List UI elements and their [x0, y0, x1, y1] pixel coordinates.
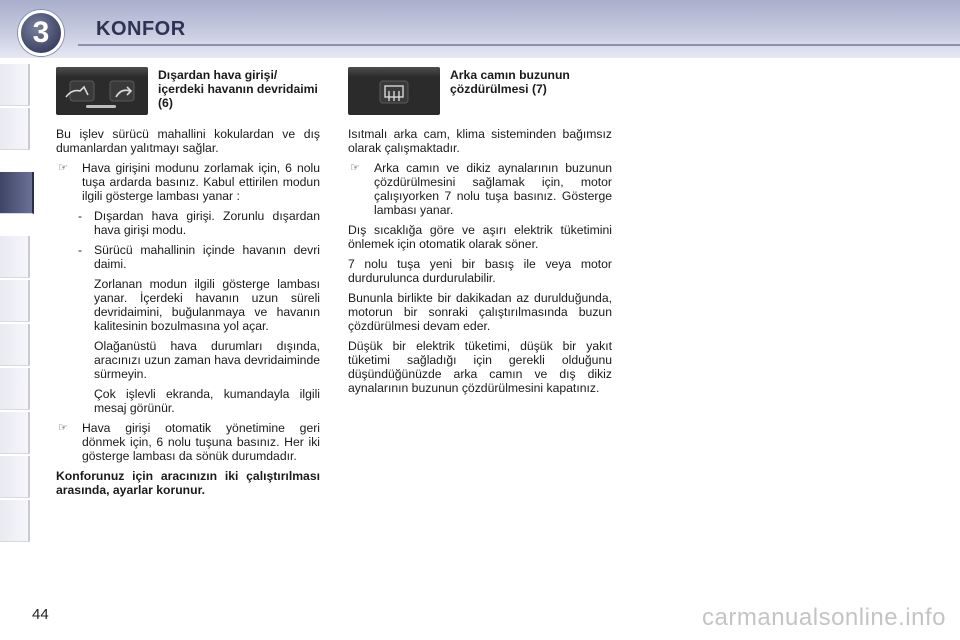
air-intake-para-2: Olağanüstü hava durumları dışında, aracınızı uzun zaman hava devridaiminde sürmeyin.	[94, 339, 320, 381]
chapter-tab-9[interactable]	[0, 456, 30, 498]
air-intake-dash-2	[78, 243, 320, 271]
air-intake-bullet-1	[56, 161, 320, 203]
chapter-tab-6[interactable]	[0, 324, 30, 366]
air-intake-para-3: Çok işlevli ekranda, kumandayla ilgili mesaj görünür.	[94, 387, 320, 415]
bullet-text: Hava girişi otomatik yönetimine geri dönmek için, 6 nolu tuşuna basınız. Her iki gösterge lambası da sönük durumdadır.	[82, 421, 320, 463]
pointing-hand-icon: ☞	[350, 162, 360, 174]
defrost-para-4: Düşük bir elektrik tüketimi, düşük bir yakıt tüketimi sağladığı için gerekli olduğunu düşündüğünüzde arka camın ve dış dikiz aynalarının buzunun çözdürülmesini kapatınız.	[348, 339, 612, 395]
chapter-tab-4[interactable]	[0, 236, 30, 278]
chapter-tab-8[interactable]	[0, 412, 30, 454]
pointing-hand-icon: ☞	[58, 422, 68, 434]
air-intake-para-1: Zorlanan modun ilgili gösterge lambası yanar. İçerdeki havanın uzun süreli devridaimini, buğulanmaya ve havanın kalitesinin bozulmasına yol açar.	[94, 277, 320, 333]
chapter-tab-5[interactable]	[0, 280, 30, 322]
dash-text: Sürücü mahallinin içinde havanın devri daimi.	[94, 243, 320, 271]
page-number: 44	[32, 606, 49, 623]
air-intake-bullet-2	[56, 421, 320, 463]
chapter-tab-2[interactable]	[0, 108, 30, 150]
air-intake-note: Konforunuz için aracınızın iki çalıştırılması arasında, ayarlar korunur.	[56, 469, 320, 497]
defrost-header	[348, 67, 612, 117]
header-rule	[78, 44, 960, 46]
defrost-para-3: Bununla birlikte bir dakikadan az durulduğunda, motorun bir sonraki çalıştırılmasında buzun çözdürülmesi devam eder.	[348, 291, 612, 333]
air-intake-header	[56, 67, 320, 117]
dash-text: Dışardan hava girişi. Zorunlu dışardan hava girişi modu.	[94, 209, 320, 237]
air-recirculation-icon	[56, 67, 148, 115]
defrost-intro: Isıtmalı arka cam, klima sisteminden bağımsız olarak çalışmaktadır.	[348, 127, 612, 155]
bullet-text: Hava girişini modunu zorlamak için, 6 nolu tuşa ardarda basınız. Kabul ettirilen modun ilgili gösterge lambası yanar :	[82, 161, 320, 203]
air-intake-heading: Dışardan hava girişi/ içerdeki havanın devridaimi (6)	[158, 68, 318, 110]
chapter-tab-1[interactable]	[0, 64, 30, 106]
chapter-tabs	[0, 64, 36, 574]
chapter-badge: 3	[18, 10, 64, 56]
defrost-para-1: Dış sıcaklığa göre ve aşırı elektrik tüketimini önlemek için otomatik olarak söner.	[348, 223, 612, 251]
air-recirculation-button-image	[56, 67, 148, 115]
chapter-tab-7[interactable]	[0, 368, 30, 410]
pointing-hand-icon: ☞	[58, 162, 68, 174]
dash-marker: -	[78, 243, 83, 257]
defrost-heading: Arka camın buzunun çözdürülmesi (7)	[450, 68, 570, 96]
chapter-tab-10[interactable]	[0, 500, 30, 542]
right-column	[348, 67, 612, 401]
page-title: KONFOR	[96, 18, 186, 40]
air-intake-dash-1	[78, 209, 320, 237]
watermark: carmanualsonline.info	[702, 604, 946, 631]
bullet-text: Arka camın ve dikiz aynalarının buzunun çözdürülmesini sağlamak için, motor çalışıyorken 7 nolu tuşa basınız. Gösterge lambası yanar.	[374, 161, 612, 217]
left-column	[56, 67, 320, 503]
rear-defrost-button-image	[348, 67, 440, 115]
defrost-para-2: 7 nolu tuşa yeni bir basış ile veya motor durdurulunca durdurulabilir.	[348, 257, 612, 285]
air-intake-intro: Bu işlev sürücü mahallini kokulardan ve dış dumanlardan yalıtmayı sağlar.	[56, 127, 320, 155]
dash-marker: -	[78, 209, 83, 223]
defrost-bullet-1	[348, 161, 612, 217]
rear-defrost-icon	[348, 67, 440, 115]
chapter-tab-3[interactable]	[0, 172, 34, 214]
